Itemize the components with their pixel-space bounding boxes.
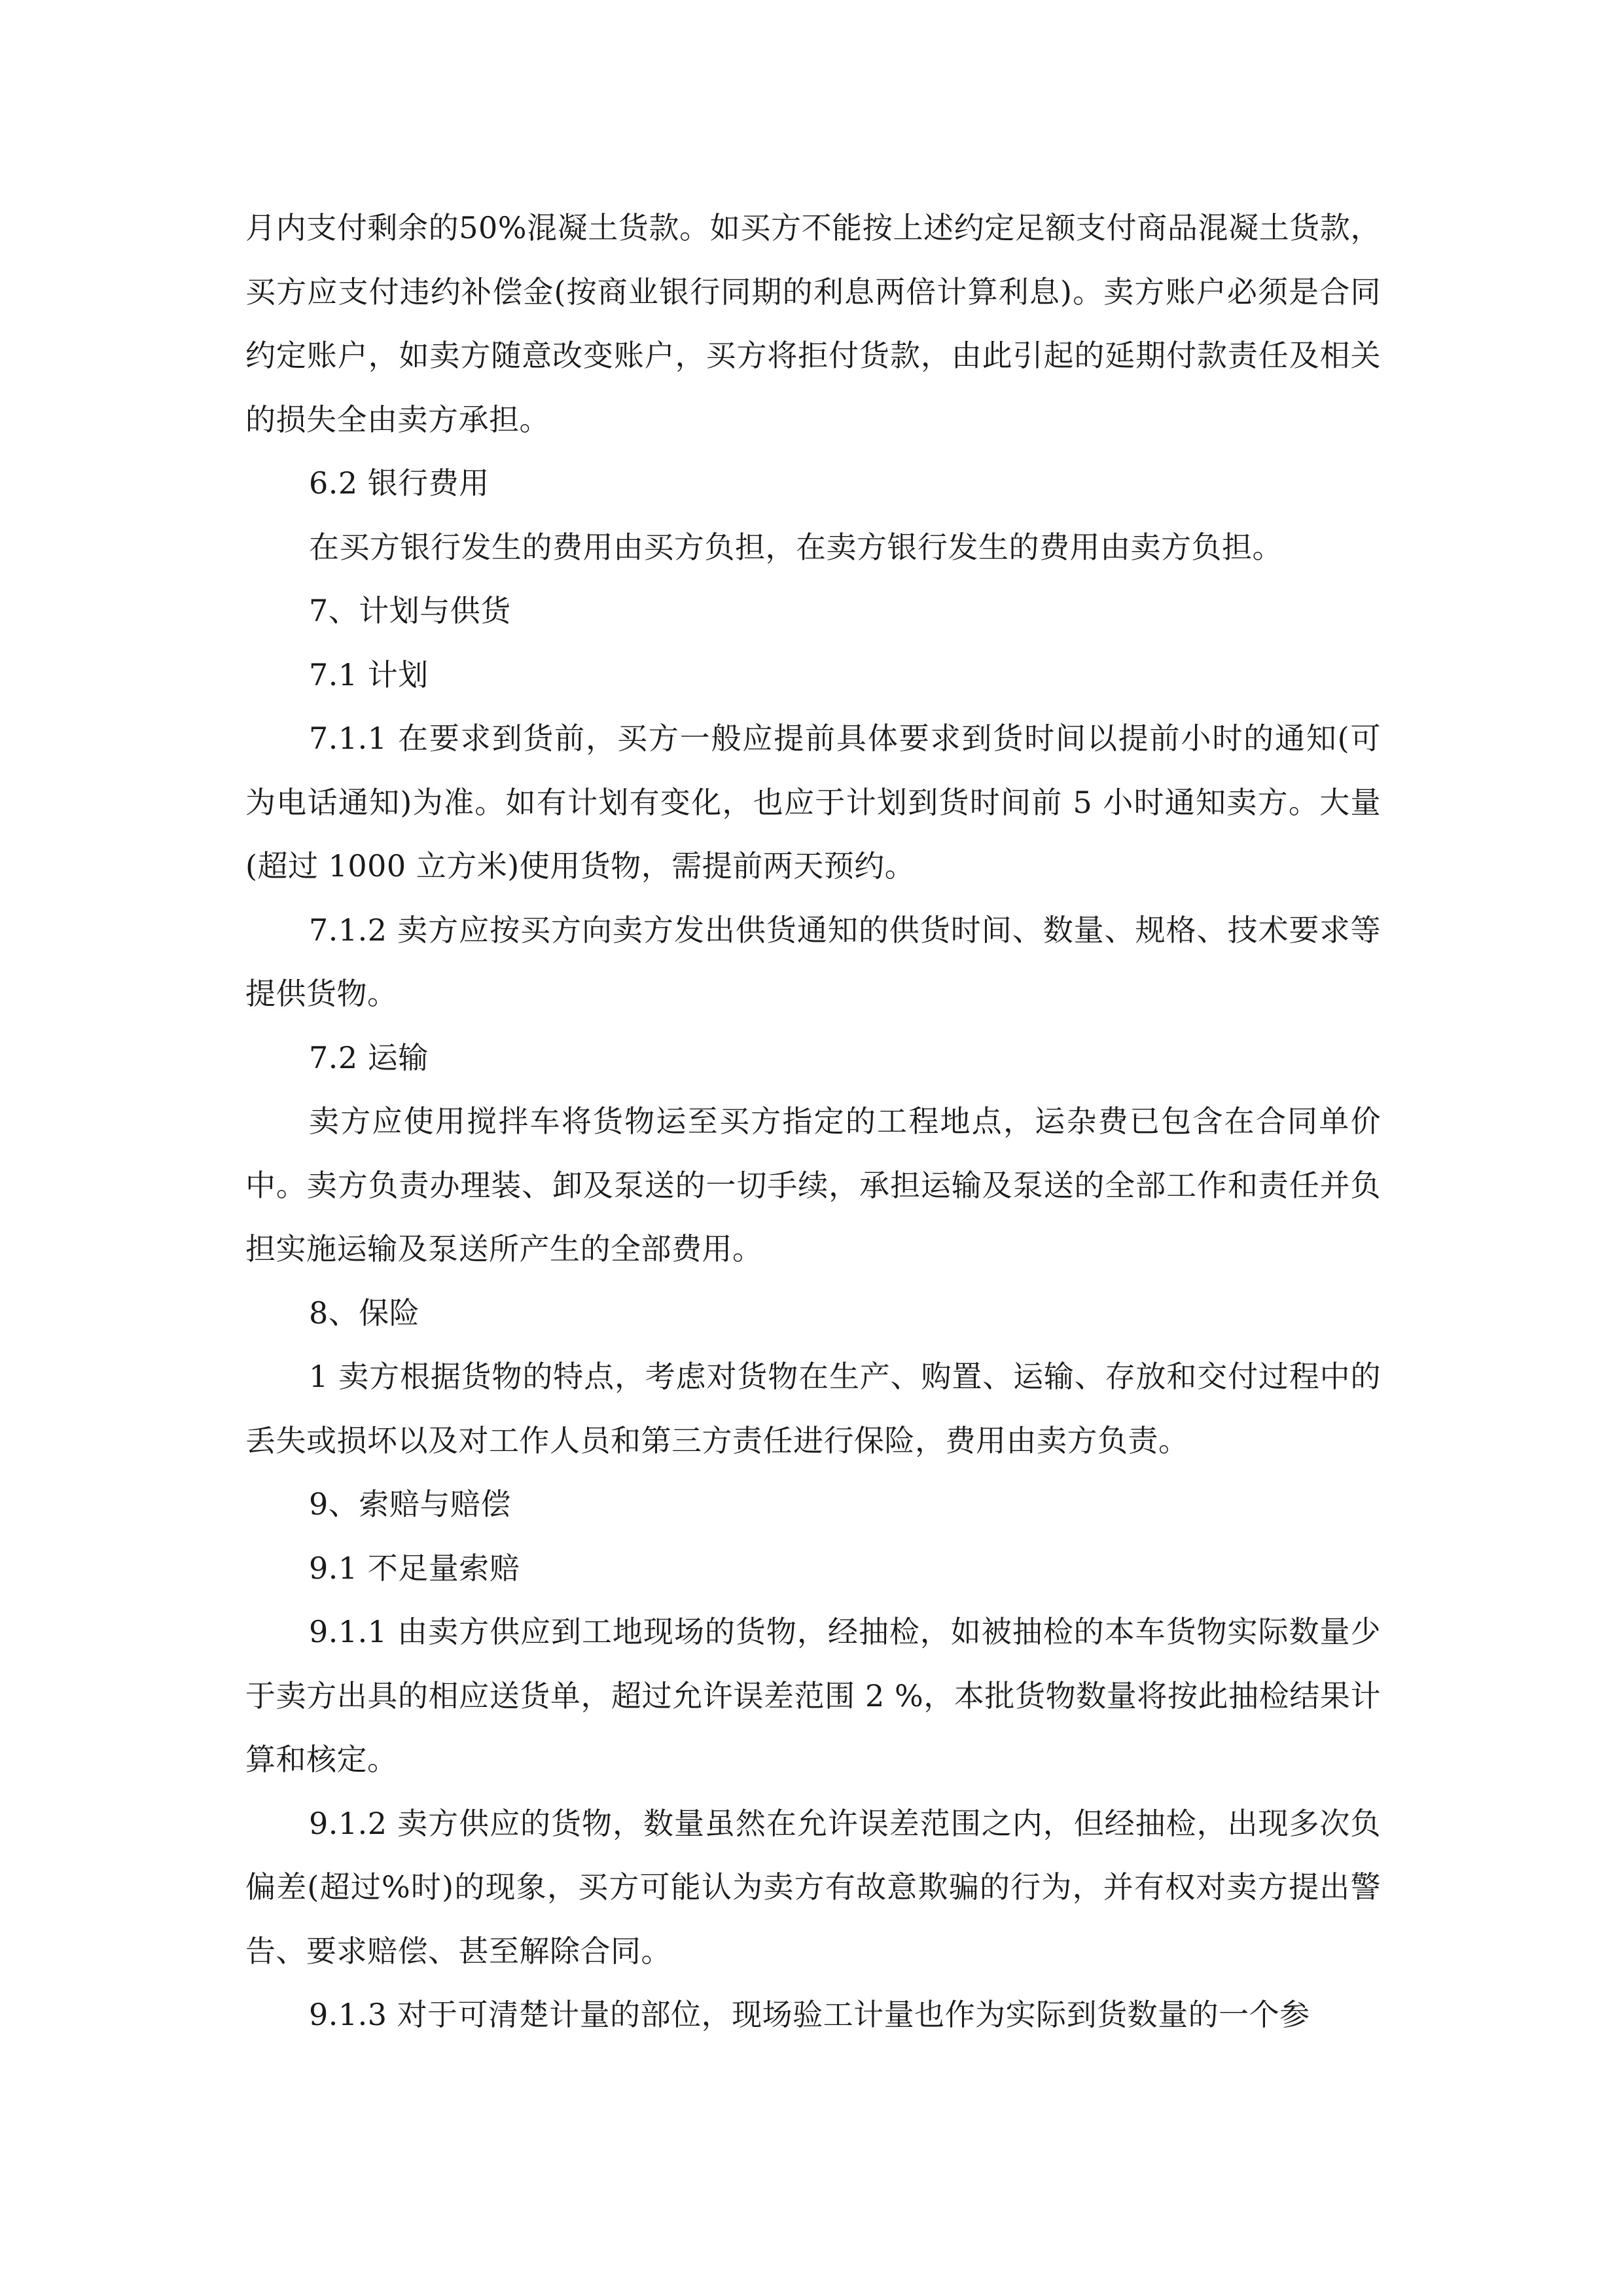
paragraph-7-1-1: 7.1.1 在要求到货前，买方一般应提前具体要求到货时间以提前小时的通知(可为电话通知)为准。如有计划有变化，也应于计划到货时间前 5 小时通知卖方。大量(超过 1000 立方米)使用货物，需提前两天预约。 [245,721,1381,884]
paragraph-transport: 卖方应使用搅拌车将货物运至买方指定的工程地点，运杂费已包含在合同单价中。卖方负责办理装、卸及泵送的一切手续，承担运输及泵送的全部工作和责任并负担实施运输及泵送所产生的全部费用。 [245,1103,1381,1266]
heading-7-1-plan: 7.1 计划 [309,656,429,692]
heading-6-2-bank-fees: 6.2 银行费用 [309,465,490,501]
heading-9-1-shortage-claims: 9.1 不足量索赔 [309,1550,520,1586]
heading-9-claims: 9、索赔与赔偿 [309,1486,511,1522]
paragraph-insurance: 1 卖方根据货物的特点，考虑对货物在生产、购置、运输、存放和交付过程中的丢失或损坏以及对工作人员和第三方责任进行保险，费用由卖方负责。 [245,1359,1381,1458]
paragraph-9-1-2: 9.1.2 卖方供应的货物，数量虽然在允许误差范围之内，但经抽检，出现多次负偏差(超过%时)的现象，买方可能认为卖方有故意欺骗的行为，并有权对卖方提出警告、要求赔偿、甚至解除合同。 [245,1805,1381,1969]
paragraph-bank-fees: 在买方银行发生的费用由买方负担，在卖方银行发生的费用由卖方负担。 [309,529,1283,565]
paragraph-9-1-3: 9.1.3 对于可清楚计量的部位，现场验工计量也作为实际到货数量的一个参 [309,1997,1310,2032]
paragraph-payment-terms: 月内支付剩余的50%混凝土货款。如买方不能按上述约定足额支付商品混凝土货款，买方应支付违约补偿金(按商业银行同期的利息两倍计算利息)。卖方账户必须是合同约定账户，如卖方随意改变账户，买方将拒付货款，由此引起的延期付款责任及相关的损失全由卖方承担。 [245,210,1381,437]
document-body [245,196,1381,2047]
heading-7-2-transport: 7.2 运输 [309,1039,429,1075]
paragraph-7-1-2: 7.1.2 卖方应按买方向卖方发出供货通知的供货时间、数量、规格、技术要求等提供货物。 [245,912,1381,1011]
paragraph-9-1-1: 9.1.1 由卖方供应到工地现场的货物，经抽检，如被抽检的本车货物实际数量少于卖方出具的相应送货单，超过允许误差范围 2 %，本批货物数量将按此抽检结果计算和核定。 [245,1614,1381,1777]
heading-7-plan-supply: 7、计划与供货 [309,593,511,628]
heading-8-insurance: 8、保险 [309,1295,420,1331]
